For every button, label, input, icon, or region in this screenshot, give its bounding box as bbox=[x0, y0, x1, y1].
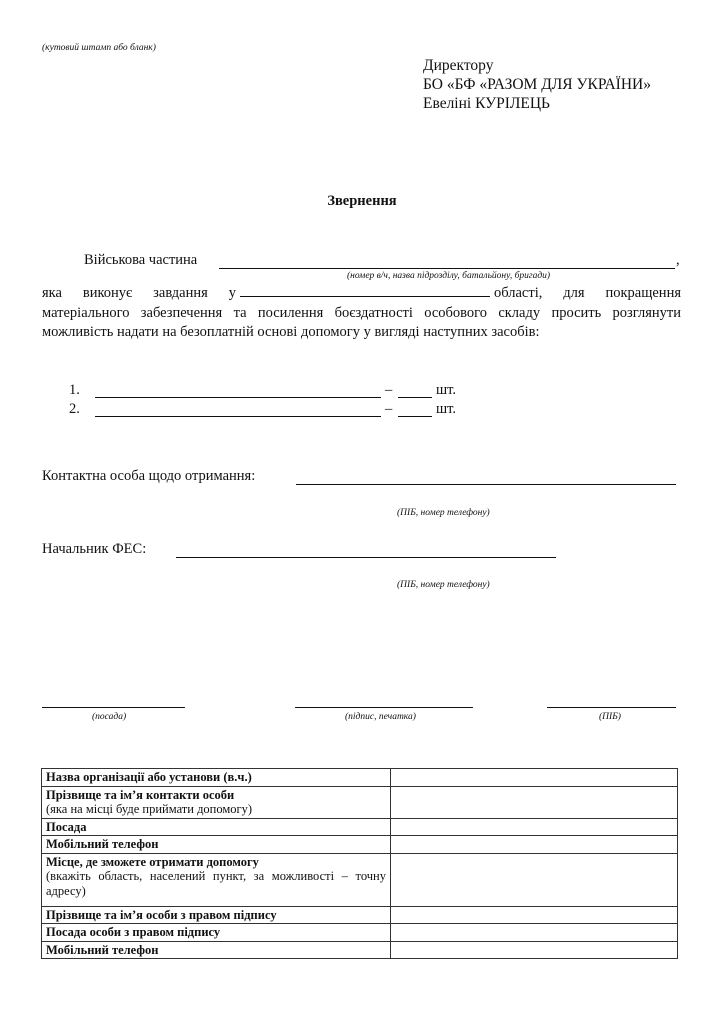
contact-hint: (ПІБ, номер телефону) bbox=[397, 508, 490, 518]
item-1-name-field[interactable] bbox=[95, 397, 381, 398]
table-row-value-cell[interactable] bbox=[391, 906, 678, 924]
table-row-label-cell bbox=[42, 769, 391, 787]
item-number: 1. bbox=[69, 382, 80, 398]
table-row-label-cell bbox=[42, 786, 391, 818]
table-row bbox=[42, 924, 678, 942]
table-row-label: Прізвище та ім’я контакти особи bbox=[46, 787, 235, 802]
paragraph-after: області, для покращення матеріального забезпечення та посилення боєздатності особового складу просить розглянути можливість надати на безоплатній основі допомогу у вигляді наступних засобів: bbox=[42, 285, 681, 340]
table-row bbox=[42, 853, 678, 906]
item-2-dash: – bbox=[385, 401, 393, 417]
item-1-unit: шт. bbox=[436, 382, 457, 398]
addressee-name: Евеліні КУРІЛЕЦЬ bbox=[423, 95, 550, 112]
table-row-label: Місце, де зможете отримати допомогу bbox=[46, 854, 259, 869]
table-row-label-cell bbox=[42, 941, 391, 959]
table-row-label-cell bbox=[42, 853, 391, 906]
table-row-label-cell bbox=[42, 818, 391, 836]
table-row bbox=[42, 941, 678, 959]
position-signature-field[interactable] bbox=[42, 707, 185, 708]
name-hint: (ПІБ) bbox=[599, 712, 621, 722]
chief-field[interactable] bbox=[176, 557, 556, 558]
table-row-label: Посада особи з правом підпису bbox=[46, 925, 221, 939]
contact-label: Контактна особа щодо отримання: bbox=[42, 468, 256, 484]
table-row-value-cell[interactable] bbox=[391, 818, 678, 836]
table-row-value-cell[interactable] bbox=[391, 769, 678, 787]
position-hint: (посада) bbox=[92, 712, 127, 722]
item-2-name-field[interactable] bbox=[95, 416, 381, 417]
info-table bbox=[41, 768, 678, 959]
item-2-unit: шт. bbox=[436, 401, 457, 417]
addressee-block bbox=[423, 56, 651, 113]
table-row-value-cell[interactable] bbox=[391, 941, 678, 959]
table-row-label: Мобільний телефон bbox=[46, 942, 159, 957]
contact-field[interactable] bbox=[296, 484, 676, 485]
request-paragraph bbox=[42, 284, 681, 343]
item-2-quantity-field[interactable] bbox=[398, 416, 432, 417]
table-row-value-cell[interactable] bbox=[391, 924, 678, 942]
table-row-label: Посада bbox=[46, 819, 87, 834]
unit-field[interactable] bbox=[219, 268, 675, 269]
chief-label: Начальник ФЕС: bbox=[42, 541, 147, 557]
table-row-label: Мобільний телефон bbox=[46, 837, 159, 851]
unit-hint: (номер в/ч, назва підрозділу, батальйону, бригади) bbox=[347, 271, 551, 281]
region-field[interactable] bbox=[240, 284, 490, 297]
table-row-label-cell bbox=[42, 836, 391, 854]
unit-trailing-comma: , bbox=[676, 252, 680, 268]
addressee-organization: БО «БФ «РАЗОМ ДЛЯ УКРАЇНИ» bbox=[423, 76, 651, 93]
table-row bbox=[42, 769, 678, 787]
addressee-position: Директору bbox=[423, 57, 494, 74]
sign-stamp-field[interactable] bbox=[295, 707, 473, 708]
table-row-note: (вкажіть область, населений пункт, за можливості – точну адресу) bbox=[46, 869, 386, 898]
table-row bbox=[42, 836, 678, 854]
item-1-dash: – bbox=[385, 382, 393, 398]
chief-hint: (ПІБ, номер телефону) bbox=[397, 580, 490, 590]
document-title: Звернення bbox=[327, 193, 397, 209]
table-row-value-cell[interactable] bbox=[391, 836, 678, 854]
unit-label: Військова частина bbox=[84, 252, 198, 268]
table-row-label-cell bbox=[42, 906, 391, 924]
table-row bbox=[42, 818, 678, 836]
list-item bbox=[69, 382, 95, 399]
table-row-value-cell[interactable] bbox=[391, 853, 678, 906]
table-row-value-cell[interactable] bbox=[391, 786, 678, 818]
sign-hint: (підпис, печатка) bbox=[345, 712, 416, 722]
paragraph-before: яка виконує завдання у bbox=[42, 285, 236, 301]
item-1-quantity-field[interactable] bbox=[398, 397, 432, 398]
name-signature-field[interactable] bbox=[547, 707, 676, 708]
table-row-label: Прізвище та ім’я особи з правом підпису bbox=[46, 907, 277, 922]
table-row bbox=[42, 786, 678, 818]
table-row-label: Назва організації або установи (в.ч.) bbox=[46, 770, 252, 784]
table-row-label-cell bbox=[42, 924, 391, 942]
table-row bbox=[42, 906, 678, 924]
item-number: 2. bbox=[69, 401, 80, 417]
list-item bbox=[69, 401, 95, 418]
corner-stamp-label: (кутовий штамп або бланк) bbox=[42, 43, 156, 53]
table-row-note: (яка на місці буде приймати допомогу) bbox=[46, 802, 253, 816]
